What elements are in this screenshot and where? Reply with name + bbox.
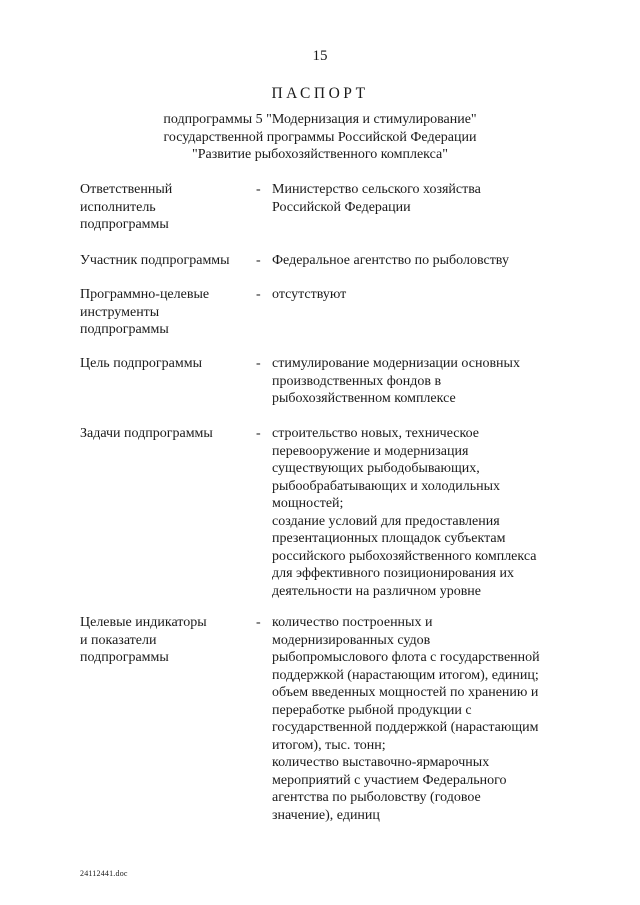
row-value-line: модернизированных судов	[272, 632, 431, 648]
subtitle-line: подпрограммы 5 "Модернизация и стимулирование"	[163, 112, 477, 127]
row-value-line: государственной поддержкой (нарастающим	[272, 720, 539, 735]
row-dash: -	[256, 615, 261, 630]
row-value-line: мероприятий с участием Федерального	[272, 772, 507, 788]
row-value-line: презентационных площадок субъектам	[272, 531, 506, 546]
row-label-line: Цель подпрограммы	[80, 356, 202, 371]
row-value-line: рыбопромыслового флота с государственной	[272, 650, 540, 665]
row-label-line: инструменты	[80, 304, 160, 320]
row-value-line: итогом), тыс. тонн;	[272, 737, 386, 753]
row-value-line: создание условий для предоставления	[272, 513, 500, 529]
row-label	[80, 181, 260, 234]
row-value	[272, 614, 572, 824]
row-value-line: переработке рыбной продукции с	[272, 702, 472, 718]
page-number: 15	[312, 48, 328, 64]
row-value-line: объем введенных мощностей по хранению и	[272, 685, 539, 700]
row-value-line: рыбохозяйственном комплексе	[272, 391, 456, 406]
row-value-line: для эффективного позиционирования их	[272, 566, 515, 581]
row-label-line: Задачи подпрограммы	[80, 426, 213, 441]
row-label-line: Ответственный	[80, 182, 173, 197]
row-label	[80, 614, 260, 667]
row-value-line: существующих рыбодобывающих,	[272, 461, 480, 476]
row-value-line: российского рыбохозяйственного комплекса	[272, 548, 537, 564]
row-value-line: деятельности на различном уровне	[272, 583, 482, 599]
row-label-line: подпрограммы	[80, 650, 169, 665]
row-value-line: строительство новых, техническое	[272, 426, 479, 441]
subtitle-line: государственной программы Российской Федерации	[163, 129, 477, 145]
row-value-line: агентства по рыболовству (годовое	[272, 790, 481, 805]
document-filename: 24112441.doc	[80, 869, 128, 878]
document-subtitle	[0, 111, 640, 164]
row-value-line: количество построенных и	[272, 615, 433, 630]
row-value	[272, 355, 572, 408]
row-dash: -	[256, 356, 261, 371]
row-label-line: Участник подпрограммы	[80, 253, 230, 268]
row-value-line: Министерство сельского хозяйства	[272, 182, 481, 197]
row-value-line: мощностей;	[272, 496, 344, 511]
row-label	[80, 252, 260, 270]
row-value-line: производственных фондов в	[272, 373, 442, 389]
row-label-line: подпрограммы	[80, 322, 169, 337]
row-label	[80, 425, 260, 443]
row-value	[272, 181, 572, 216]
row-value-line: Российской Федерации	[272, 199, 411, 215]
subtitle-line: "Развитие рыбохозяйственного комплекса"	[192, 147, 448, 162]
row-label-line: Целевые индикаторы	[80, 615, 207, 630]
row-label-line: Программно-целевые	[80, 287, 210, 302]
document-title: ПАСПОРТ	[271, 85, 369, 102]
row-label	[80, 355, 260, 373]
row-label-line: исполнитель	[80, 199, 156, 215]
row-label	[80, 286, 260, 339]
row-label-line: и показатели	[80, 632, 157, 648]
row-value	[272, 425, 572, 600]
row-value-line: количество выставочно-ярмарочных	[272, 755, 490, 770]
row-value-line: стимулирование модернизации основных	[272, 356, 520, 371]
row-value-line: рыбообрабатывающих и холодильных	[272, 478, 500, 494]
row-label-line: подпрограммы	[80, 217, 169, 232]
row-value-line: отсутствуют	[272, 287, 347, 302]
row-value-line: Федеральное агентство по рыболовству	[272, 253, 509, 268]
row-value-line: перевооружение и модернизация	[272, 443, 469, 459]
row-value	[272, 286, 572, 304]
row-dash: -	[256, 426, 261, 441]
row-value-line: значение), единиц	[272, 807, 380, 823]
row-value-line: поддержкой (нарастающим итогом), единиц;	[272, 667, 539, 683]
row-dash: -	[256, 253, 261, 268]
row-value	[272, 252, 572, 270]
row-dash: -	[256, 182, 261, 197]
row-dash: -	[256, 287, 261, 302]
